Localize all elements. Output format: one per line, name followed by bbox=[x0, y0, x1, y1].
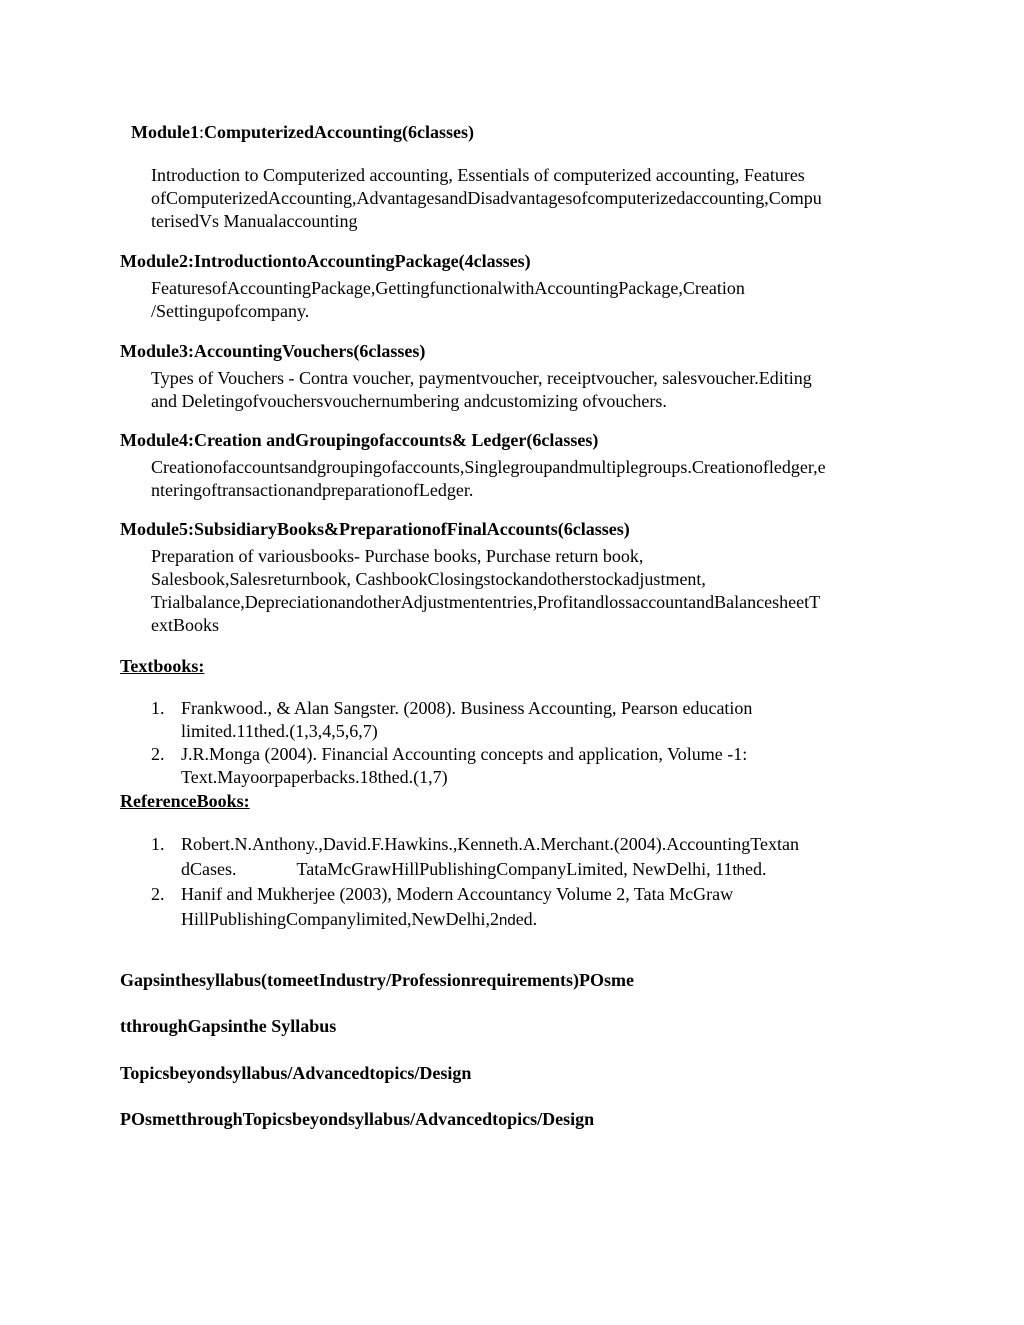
reference-books-heading: ReferenceBooks: bbox=[120, 791, 250, 811]
module-3-body: Types of Vouchers - Contra voucher, paymentvoucher, receiptvoucher, salesvoucher.Editing and Deletingofvouchersvouchernumbering andcustomizing ofvouchers. bbox=[151, 368, 812, 411]
pos-met-through-topics-heading: POsmetthroughTopicsbeyondsyllabus/Advancedtopics/Design bbox=[120, 1109, 595, 1129]
module-3-heading: Module3:AccountingVouchers(6classes) bbox=[120, 341, 426, 361]
module-4-body: Creationofaccountsandgroupingofaccounts,Singlegroupandmultiplegroups.Creationofledger,e nteringoftransactionandpreparationofLedger. bbox=[151, 457, 826, 500]
list-item: 1. Frankwood., & Alan Sangster. (2008). Business Accounting, Pearson education limited.11thed.(1,3,4,5,6,7) bbox=[151, 698, 753, 741]
textbooks-heading: Textbooks: bbox=[120, 656, 205, 676]
pos-met-through-gaps-heading: tthroughGapsinthe Syllabus bbox=[120, 1016, 337, 1036]
module-2-body: FeaturesofAccountingPackage,GettingfunctionalwithAccountingPackage,Creation /Settingupofcompany. bbox=[151, 278, 745, 321]
reference-books-list bbox=[151, 833, 903, 932]
module-5-body: Preparation of variousbooks- Purchase books, Purchase return book, Salesbook,Salesreturnbook, CashbookClosingstockandotherstockadjustment, Trialbalance,DepreciationandotherAdjustmententries,ProfitandlossaccountandBalancesheetT extBooks bbox=[151, 546, 821, 635]
topics-beyond-syllabus-heading: Topicsbeyondsyllabus/Advancedtopics/Design bbox=[120, 1063, 472, 1083]
module-1-heading: Module1:ComputerizedAccounting(6classes) bbox=[131, 122, 474, 142]
list-item: 2. J.R.Monga (2004). Financial Accounting concepts and application, Volume -1: Text.Mayoorpaperbacks.18thed.(1,7) bbox=[151, 744, 748, 787]
module-1-body: Introduction to Computerized accounting, Essentials of computerized accounting, Features ofComputerizedAccounting,AdvantagesandDisadvantagesofcomputerizedaccounting,Compu terisedVs Manualaccounting bbox=[151, 165, 822, 231]
list-item: 1. Robert.N.Anthony.,David.F.Hawkins.,Kenneth.A.Merchant.(2004).AccountingTextan dCases. TataMcGrawHillPublishingCompanyLimited, NewDelhi, 11thed. bbox=[151, 834, 800, 879]
textbooks-list bbox=[151, 697, 903, 789]
module-2-heading: Module2:IntroductiontoAccountingPackage(4classes) bbox=[120, 251, 531, 271]
gaps-in-syllabus-heading: Gapsinthesyllabus(tomeetIndustry/Professionrequirements)POsme bbox=[120, 970, 635, 990]
module-5-heading: Module5:SubsidiaryBooks&PreparationofFinalAccounts(6classes) bbox=[120, 519, 630, 539]
module-4-heading: Module4:Creation andGroupingofaccounts& Ledger(6classes) bbox=[120, 430, 599, 450]
list-item: 2. Hanif and Mukherjee (2003), Modern Accountancy Volume 2, Tata McGraw HillPublishingCompanylimited,NewDelhi,2nded. bbox=[151, 884, 734, 929]
